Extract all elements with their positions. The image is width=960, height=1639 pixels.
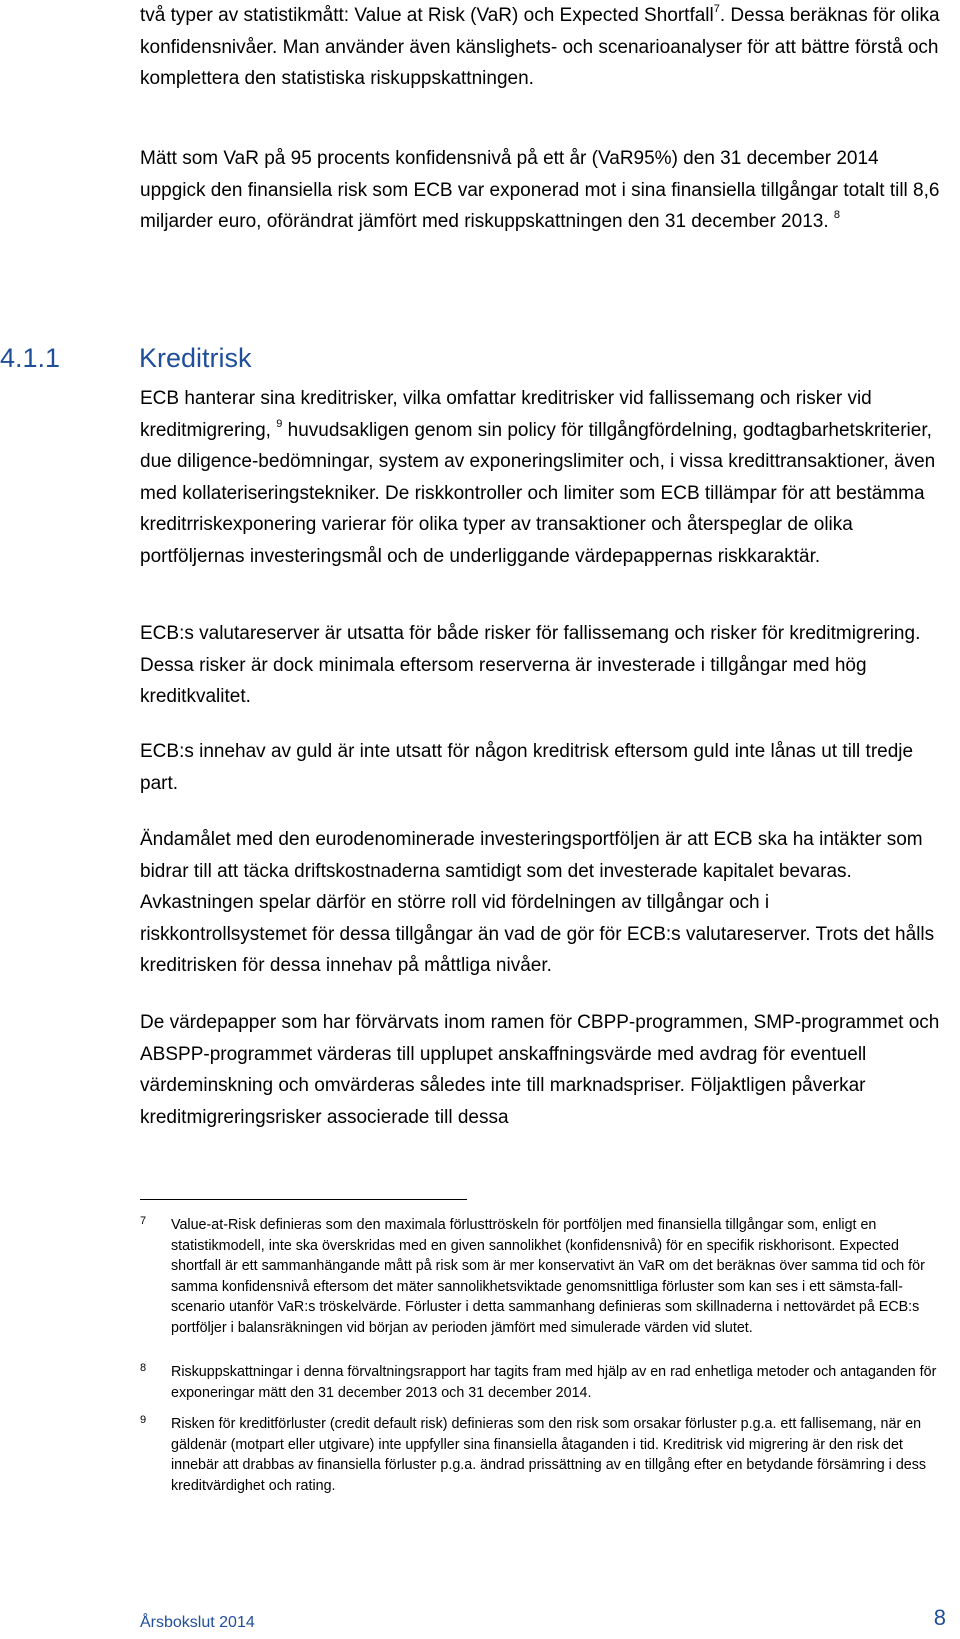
paragraph-var-measure: Mätt som VaR på 95 procents konfidensnivå på ett år (VaR95%) den 31 december 2014 uppgick den finansiella risk som ECB var exponerad mot i sina finansiella tillgångar totalt till 8,6 miljarder euro, oförändrat jämfört med riskuppskattningen den 31 december 2013. $^8$ (140, 148, 940, 232)
paragraph-credit-risk: ECB hanterar sina kreditrisker, vilka omfattar kreditrisker vid fallissemang och risker vid kreditmigrering, $^9$ huvudsakligen genom sin policy för tillgångfördelning, godtagbarhetskriterier, due diligence-bedömningar, system av exponeringslimiter och, i vissa kredittransaktioner, även med kollateriseringstekniker. De riskkontroller och limiter som ECB tillämpar för att bestämma kreditrriskexponering varierar för olika typer av transaktioner och återspeglar de olika portföljernas investeringsmål och de underliggande värdepappernas riskkaraktär. (140, 388, 936, 567)
paragraph-var-intro: två typer av statistikmått: Value at Risk (VaR) och Expected Shortfall$^7$. Dessa beräknas för olika konfidensnivåer. Man använder även känslighets- och scenarioanalyser för att bättre förstå och komplettera den statistiska riskuppskattningen. (140, 3, 940, 89)
paragraph-euro-portfolio: Ändamålet med den eurodenominerade investeringsportföljen är att ECB ska ha intäkter som bidrar till att täcka driftskostnaderna samtidigt som det investerade kapitalet bevaras. Avkastningen spelar därför en större roll vid fördelningen av tillgångar och i riskkontrollsystemet för dessa tillgångar än vad de gör för ECB:s valutareserver. Trots det hålls kreditrisken för dessa innehav på måttliga nivåer. (140, 829, 935, 976)
footer-document-title: Årsbokslut 2014 (140, 1614, 255, 1631)
footnote-text: Risken för kreditförluster (credit default risk) definieras som den risk som orsakar förluster p.g.a. ett fallisemang, när en gäldenär (motpart eller utgivare) inte uppfyller sina finansiella åtaganden i tid. Kreditrisk vid migrering är den risk det innebär att drabbas av finansiella förluster p.g.a. ändrad prissättning av en tillgång efter en betydande försämring i dess kreditvärdighet och rating. (171, 1416, 927, 1494)
footnote-9 (140, 1414, 950, 1496)
footnote-separator (140, 1199, 467, 1200)
footnote-text: Riskuppskattningar i denna förvaltningsrapport har tagits fram med hjälp av en rad enhetliga metoder och antaganden för exponeringar mätt den 31 december 2013 och 31 december 2014. (171, 1364, 937, 1401)
footnote-8 (140, 1362, 950, 1403)
footnote-number: 7 (140, 1215, 147, 1227)
footnote-ref-9[interactable]: 9 (276, 417, 283, 430)
paragraph-securities: De värdepapper som har förvärvats inom ramen för CBPP-programmen, SMP-programmet och ABSPP-programmet värderas till upplupet anskaffningsvärde med avdrag för eventuell värdeminskning och omvärderas således inte till marknadspriser. Följaktligen påverkar kreditmigreringsrisker associerade till dessa (140, 1012, 940, 1128)
footnote-number: 9 (140, 1414, 147, 1426)
section-title: Kreditrisk (139, 343, 252, 373)
footnote-text: Value-at-Risk definieras som den maximala förlusttröskeln för portföljen med finansiella tillgångar som, enligt en statistikmodell, inte ska överskridas med en given sannolikhet (konfidensnivå) för en specifik riskhorisont. Expected shortfall är ett sammanhängande mått på risk som är mer konservativt än VaR om det beräknas över samma tid och för samma konfidensnivå eftersom det mäter sannolikhetsviktade genomsnittliga förluster som kan ses i ett sämsta-fall-scenario utanför VaR:s tröskelvärde. Förluster i detta sammanhang definieras som skillnaderna i nettovärdet på ECB:s portföljer i balansräkningen vid början av perioden jämfört med simulerade värden vid slutet. (171, 1217, 925, 1336)
section-number: 4.1.1 (0, 343, 61, 373)
footnote-ref-7[interactable]: 7 (713, 3, 720, 15)
paragraph-gold: ECB:s innehav av guld är inte utsatt för någon kreditrisk eftersom guld inte lånas ut till tredje part. (140, 741, 914, 794)
paragraph-fx-reserves: ECB:s valutareserver är utsatta för både risker för fallissemang och risker för kreditmigrering. Dessa risker är dock minimala eftersom reserverna är investerade i tillgångar med hög kreditkvalitet. (140, 623, 921, 707)
page-number: 8 (933, 1605, 946, 1630)
footnote-number: 8 (140, 1362, 147, 1374)
footnote-7 (140, 1215, 950, 1338)
footnote-ref-8[interactable]: 8 (833, 209, 841, 221)
